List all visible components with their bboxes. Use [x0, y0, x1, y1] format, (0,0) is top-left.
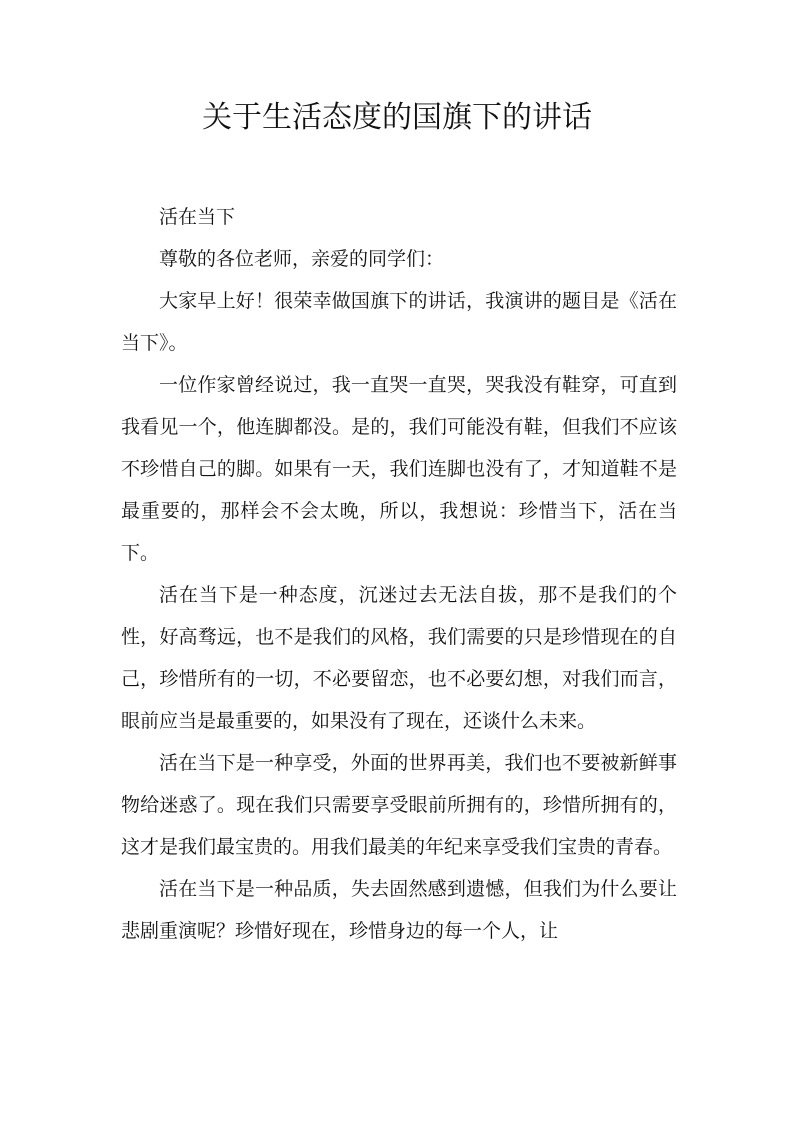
paragraph-greeting: 尊敬的各位老师，亲爱的同学们：: [159, 248, 445, 270]
document-title: 关于生活态度的国旗下的讲话: [202, 100, 592, 135]
paragraph-attitude: 活在当下是一种态度，沉迷过去无法自拔，那不是我们的个性，好高骛远，也不是我们的风格，我们需要的只是珍惜现在的自己，珍惜所有的一切，不必要留恋，也不必要幻想，对我们而言，眼前应当是最重要的，如果没有了现在，还谈什么未来。: [121, 584, 677, 732]
paragraph-shoes-story: 一位作家曾经说过，我一直哭一直哭，哭我没有鞋穿，可直到我看见一个，他连脚都没。是的，我们可能没有鞋，但我们不应该不珍惜自己的脚。如果有一天，我们连脚也没有了，才知道鞋不是最重要的，那样会不会太晚，所以，我想说：珍惜当下，活在当下。: [121, 374, 677, 564]
paragraph-opening: 大家早上好！很荣幸做国旗下的讲话，我演讲的题目是《活在当下》。: [121, 290, 677, 354]
paragraph-subtitle: 活在当下: [159, 206, 236, 228]
document-body: [121, 196, 677, 952]
paragraph-enjoyment: 活在当下是一种享受，外面的世界再美，我们也不要被新鲜事物给迷惑了。现在我们只需要享受眼前所拥有的，珍惜所拥有的，这才是我们最宝贵的。用我们最美的年纪来享受我们宝贵的青春。: [121, 752, 677, 858]
paragraph-quality: 活在当下是一种品质，失去固然感到遗憾，但我们为什么要让悲剧重演呢？珍惜好现在，珍惜身边的每一个人，让: [121, 878, 677, 942]
